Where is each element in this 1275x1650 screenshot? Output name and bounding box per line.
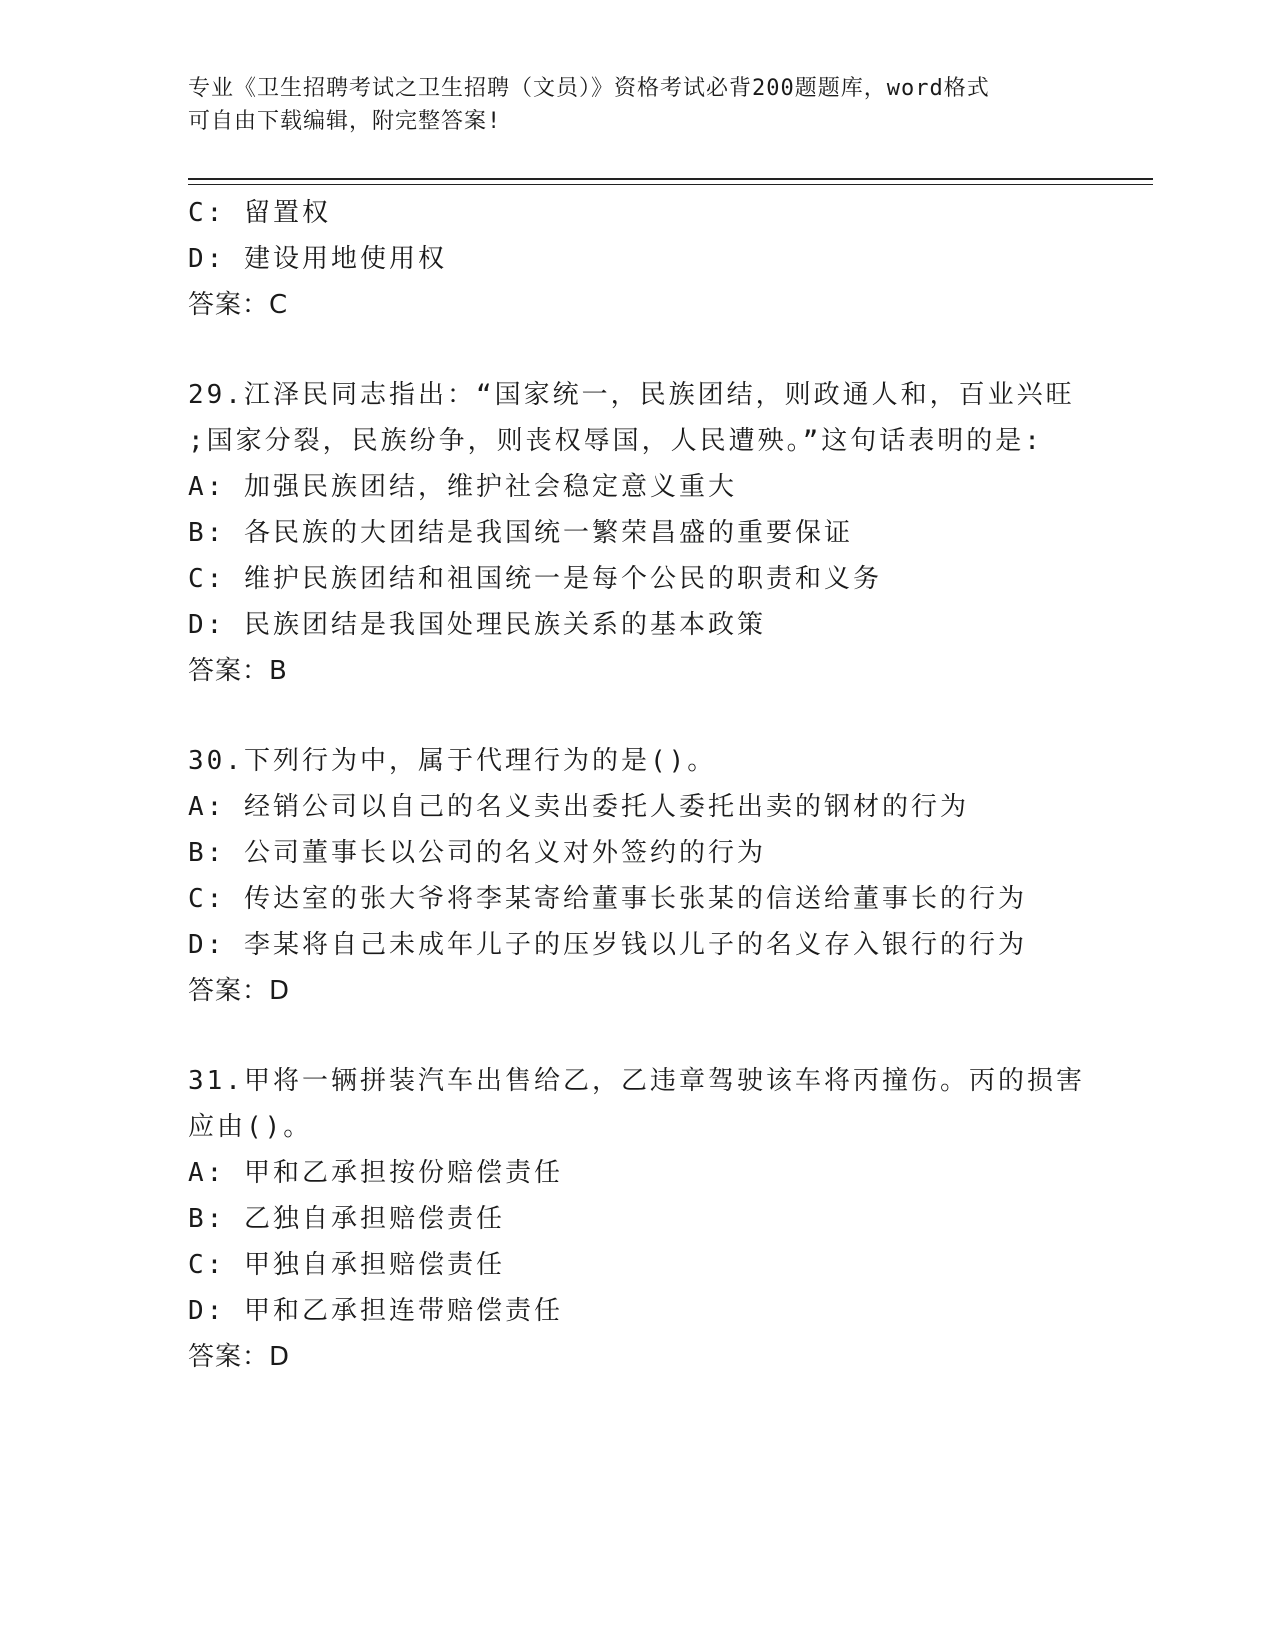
option-b: B: 乙独自承担赔偿责任 [188,1204,505,1234]
header-divider-thin [188,184,1153,185]
option-a: A: 加强民族团结，维护社会稳定意义重大 [188,472,737,502]
question-29 [188,372,1088,694]
header-line-1: 专业《卫生招聘考试之卫生招聘（文员）》资格考试必背200题题库，word格式 [188,76,990,101]
option-a: A: 经销公司以自己的名义卖出委托人委托出卖的钢材的行为 [188,792,969,822]
answer-line: 答案：D [188,976,291,1006]
question-stem: 应由()。 [188,1112,313,1142]
header-line-2: 可自由下载编辑，附完整答案! [188,109,502,134]
header-divider-thick [188,178,1153,180]
answer-line: 答案：C [188,290,289,320]
previous-question-tail [188,190,1088,328]
option-c: C: 维护民族团结和祖国统一是每个公民的职责和义务 [188,564,882,594]
option-d: D: 建设用地使用权 [188,244,447,274]
option-c: C: 传达室的张大爷将李某寄给董事长张某的信送给董事长的行为 [188,884,1027,914]
option-c: C: 甲独自承担赔偿责任 [188,1250,505,1280]
option-b: B: 各民族的大团结是我国统一繁荣昌盛的重要保证 [188,518,853,548]
answer-line: 答案：D [188,1342,291,1372]
question-30 [188,738,1088,1014]
option-c: C: 留置权 [188,198,331,228]
question-stem: 31.甲将一辆拼装汽车出售给乙，乙违章驾驶该车将丙撞伤。丙的损害 [188,1066,1085,1096]
question-stem: 29.江泽民同志指出：“国家统一，民族团结，则政通人和，百业兴旺 [188,380,1075,410]
option-d: D: 民族团结是我国处理民族关系的基本政策 [188,610,766,640]
document-header [188,72,1088,138]
option-b: B: 公司董事长以公司的名义对外签约的行为 [188,838,766,868]
question-list [188,190,1088,1380]
option-a: A: 甲和乙承担按份赔偿责任 [188,1158,563,1188]
answer-line: 答案：B [188,656,288,686]
option-d: D: 甲和乙承担连带赔偿责任 [188,1296,563,1326]
question-stem: 30.下列行为中，属于代理行为的是()。 [188,746,717,776]
question-stem: ;国家分裂，民族纷争，则丧权辱国，人民遭殃。”这句话表明的是: [188,426,1043,456]
question-31 [188,1058,1088,1380]
option-d: D: 李某将自己未成年儿子的压岁钱以儿子的名义存入银行的行为 [188,930,1027,960]
